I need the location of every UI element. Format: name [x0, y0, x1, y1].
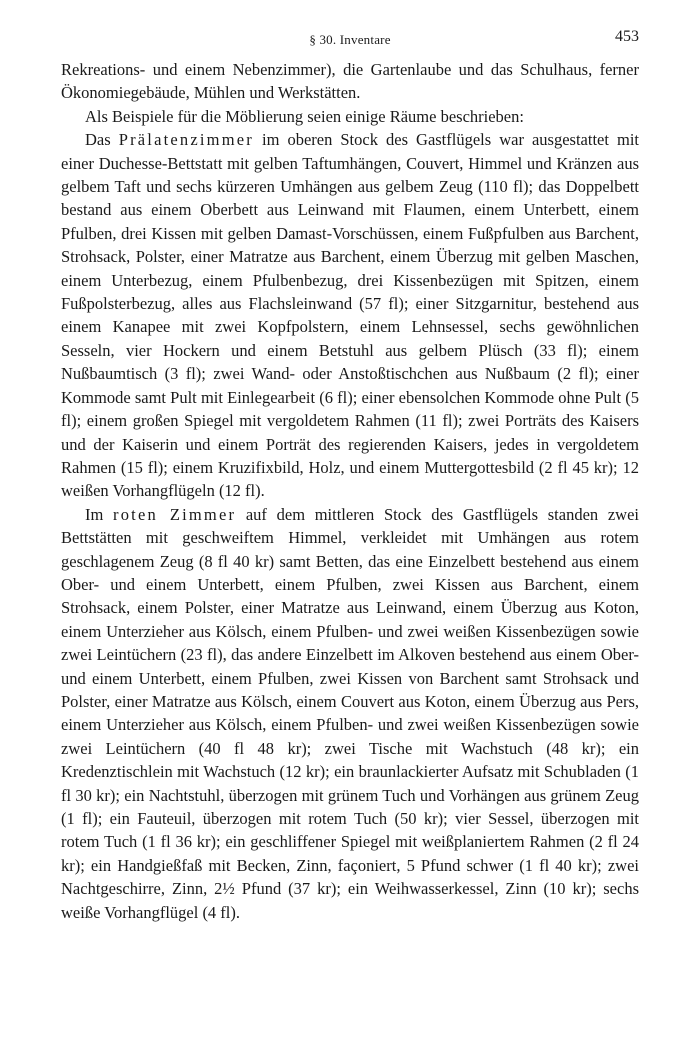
paragraph-p1 [61, 58, 639, 105]
paragraph-text: auf dem mittleren Stock des Gastflügels standen zwei Bettstätten mit geschweiftem Himmel, verkleidet mit Umhängen aus rotem geschlagenem Zeug (8 fl 40 kr) samt Betten, das eine Einzelbett bestehend aus einem Ober- und einem Unterbett, einem Pfulben, zwei Kissen aus Barchent, einem Strohsack, einem Polster, einer Matratze aus Leinwand, einem Überzug aus Koton, einem Unterzieher aus Kölsch, einem Pfulben- und zwei weißen Kissenbezügen sowie zwei Leintüchern (23 fl), das andere Einzelbett im Alkoven bestehend aus einem Ober- und einem Unterbett, einem Pfulben, zwei Kissen von Barchent samt Strohsack und Polster, einer Matratze aus Kölsch, einem Couvert aus Koton, einem Überzug aus Pers, einem Unterzieher aus Kölsch, einem Pfulben- und zwei weißen Kissenbezügen sowie zwei Leintüchern (40 fl 48 kr); zwei Tische mit Wachstuch (48 kr); ein Kredenztischlein mit Wachstuch (12 kr); ein braunlackierter Aufsatz mit Schubladen (1 fl 30 kr); ein Nachtstuhl, überzogen mit grünem Tuch und Vorhängen aus grünem Zeug (1 fl); ein Fauteuil, überzogen mit rotem Tuch (50 kr); vier Sessel, überzogen mit rotem Tuch (1 fl 36 kr); ein geschliffener Spiegel mit weißplaniertem Rahmen (2 fl 24 kr); ein Handgießfaß mit Becken, Zinn, façoniert, 5 Pfund schwer (1 fl 40 kr); zwei Nachtgeschirre, Zinn, 2½ Pfund (37 kr); ein Weihwasserkessel, Zinn (10 kr); sechs weiße Vorhangflügel (4 fl). [61, 504, 639, 922]
section-title: § 30. Inventare [309, 32, 391, 47]
body-text [61, 58, 639, 924]
paragraph-text: Rekreations- und einem Nebenzimmer), die Gartenlaube und das Schulhaus, ferner Ökonomiegebäude, Mühlen und Werkstätten. [61, 60, 639, 103]
paragraph-p3 [61, 128, 639, 503]
paragraph-text: im oberen Stock des Gastflügels war ausgestattet mit einer Duchesse-Bettstatt mit gelben Taftumhängen, Couvert, Himmel und Kränzen aus gelbem Taft und sechs kürzeren Umhängen aus gelbem Zeug (110 fl); das Doppelbett bestand aus einem Oberbett aus Leinwand mit Flaumen, einem Unterbett, einem Pfulben, drei Kissen mit gelben Damast-Vorschüssen, einem Fußpfulben aus Barchent, Strohsack, Polster, einer Matratze aus Barchent, einem Überzug mit gelben Maschen, einem Unterbezug, einem Pfulbenbezug, drei Kissenbezügen mit Spitzen, einem Fußpolsterbezug, alles aus Flachsleinwand (57 fl); einer Sitzgarnitur, bestehend aus einem Kanapee mit zwei Kopfpolstern, einem Lehnsessel, sechs gewöhnlichen Sesseln, vier Hockern und einem Betstuhl aus gelbem Plüsch (33 fl); einem Nußbaumtisch (3 fl); zwei Wand- oder Anstoßtischchen aus Nußbaum (2 fl); einer Kommode samt Pult mit Einlegearbeit (6 fl); einer ebensolchen Kommode ohne Pult (5 fl); einem großen Spiegel mit vergoldetem Rahmen (11 fl); zwei Porträts des Kaisers und der Kaiserin und einem Porträt des regierenden Kaisers, jedes in vergoldetem Rahmen (15 fl); einem Kruzifixbild, Holz, und einem Muttergottesbild (2 fl 45 kr); 12 weißen Vorhangflügeln (12 fl). [61, 130, 639, 501]
room-name: roten Zimmer [113, 504, 237, 524]
paragraph-text: Im [85, 504, 114, 524]
paragraph-p4 [61, 503, 639, 924]
paragraph-text: Als Beispiele für die Möblierung seien einige Räume beschrieben: [85, 106, 524, 126]
page-number: 453 [615, 28, 639, 45]
running-head [61, 28, 639, 50]
room-name: Prälatenzimmer [118, 130, 254, 150]
book-page [61, 28, 639, 924]
paragraph-p2 [61, 105, 639, 128]
paragraph-text: Das [85, 130, 119, 150]
